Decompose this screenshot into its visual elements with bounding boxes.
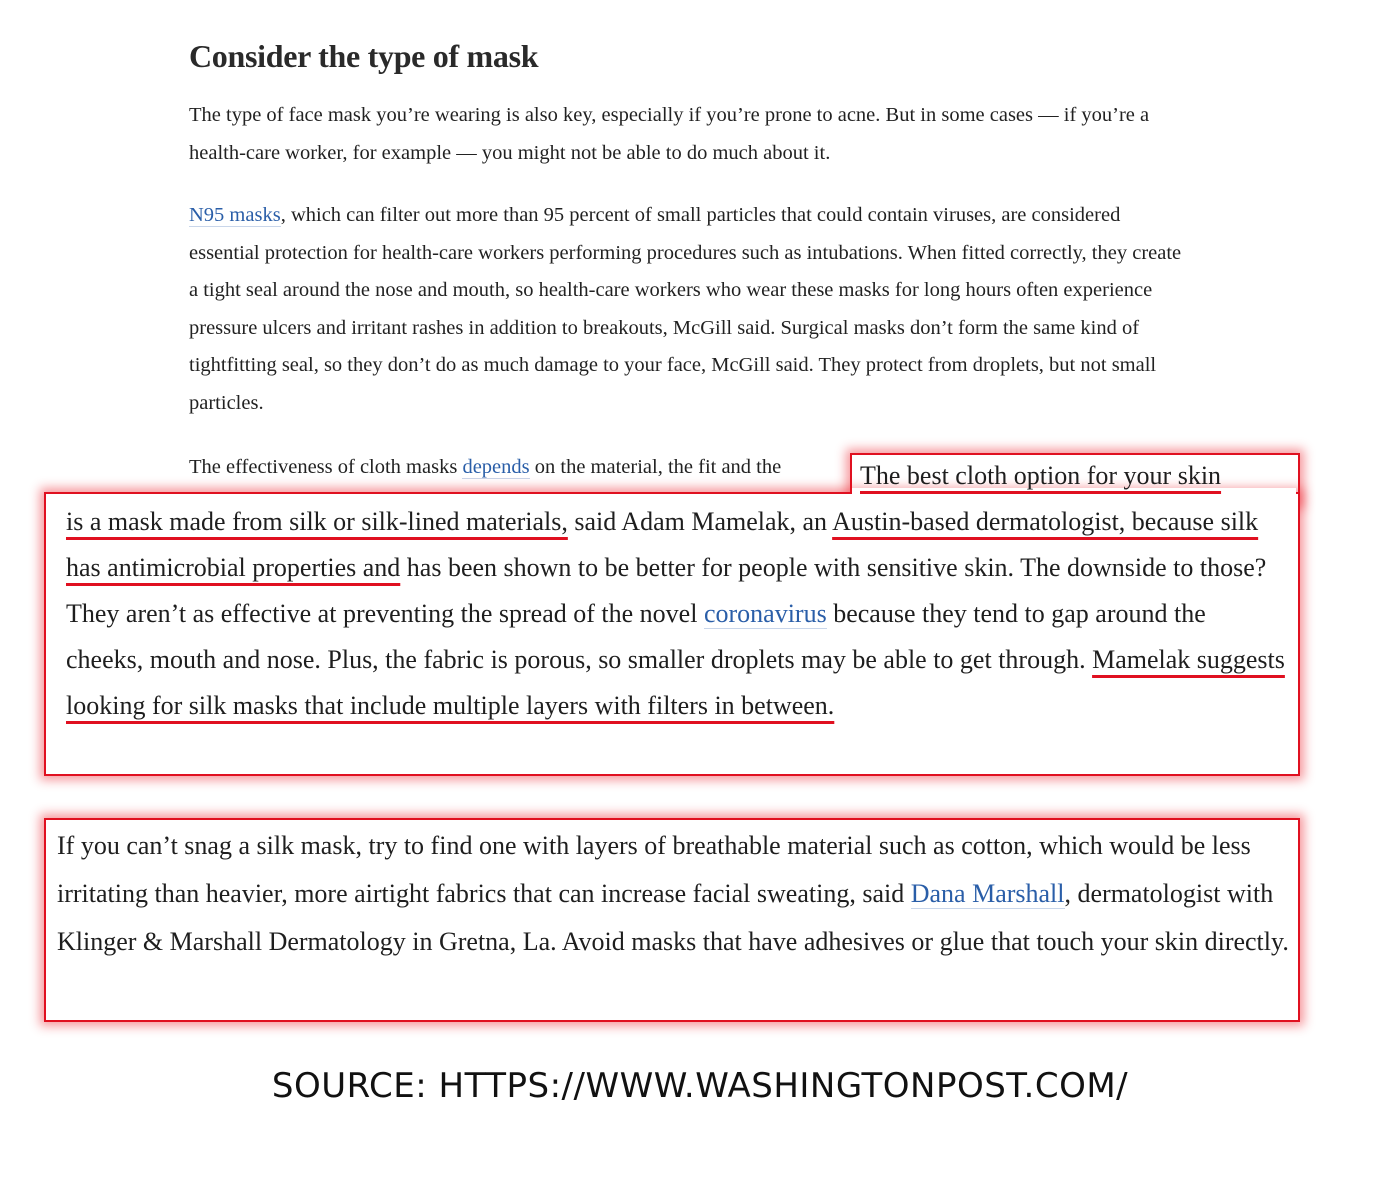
depends-link[interactable]: depends <box>462 456 530 478</box>
callout-b-text-2: , dermatologist with Klinger & Marshall Dermatology in Gretna, La. Avoid masks that have adhesives or glue that touch your skin directly. <box>57 879 1289 956</box>
callout-a-text-3: because they tend to gap around the cheeks, mouth and nose. Plus, the fabric is porous, so smaller droplets may be able to get through. <box>66 599 1206 674</box>
callout-a-text-1: said Adam Mamelak, an <box>567 507 833 536</box>
source-caption: SOURCE: HTTPS://WWW.WASHINGTONPOST.COM/ <box>271 1066 1129 1106</box>
callout-b-text <box>57 822 1289 966</box>
coronavirus-link[interactable]: coronavirus <box>703 599 827 628</box>
callout-b-text-1: If you can’t snag a silk mask, try to find one with layers of breathable material such as cotton, which would be less irritating than heavier, more airtight fabrics that can increase facial sweating, said <box>57 831 1251 908</box>
paragraph-2-text: , which can filter out more than 95 percent of small particles that could contain viruses, are considered essential protection for health-care workers performing procedures such as intubations. When fitted correctly, they create a tight seal around the nose and mouth, so health-care workers who wear these masks for long hours often experience pressure ulcers and irritant rashes in addition to breakouts, McGill said. Surgical masks don’t form the same kind of tightfitting seal, so they don’t do as much damage to your face, McGill said. They protect from droplets, but not small particles. <box>189 204 1182 414</box>
underline-antimicrobial: Austin-based dermatologist, because silk has antimicrobial properties and <box>66 507 1259 582</box>
callout-a-first-line: The best cloth option for your skin <box>860 461 1222 490</box>
paragraph-3-after: on the material, the fit and the <box>529 456 782 478</box>
callout-a-text <box>66 499 1286 729</box>
article-paragraph-1: The type of face mask you’re wearing is also key, especially if you’re prone to acne. But in some cases — if you’re a health-care worker, for example — you might not be able to do much about it. <box>189 104 1150 164</box>
callout-a-text-2: has been shown to be better for people with sensitive skin. The downside to those? They aren’t as effective at preventing the spread of the novel <box>66 553 1267 628</box>
article-heading: Consider the type of mask <box>189 38 539 74</box>
article-paragraph-2 <box>189 197 1189 422</box>
dana-marshall-link[interactable]: Dana Marshall <box>910 879 1065 908</box>
underline-multiple-layers: Mamelak suggests looking for silk masks that include multiple layers with filters in between. <box>66 645 1285 720</box>
article-paragraph-3 <box>189 449 849 487</box>
n95-masks-link[interactable]: N95 masks <box>189 204 281 226</box>
underline-silk-materials: is a mask made from silk or silk-lined materials, <box>66 507 568 536</box>
paragraph-3-before: The effectiveness of cloth masks <box>189 456 463 478</box>
